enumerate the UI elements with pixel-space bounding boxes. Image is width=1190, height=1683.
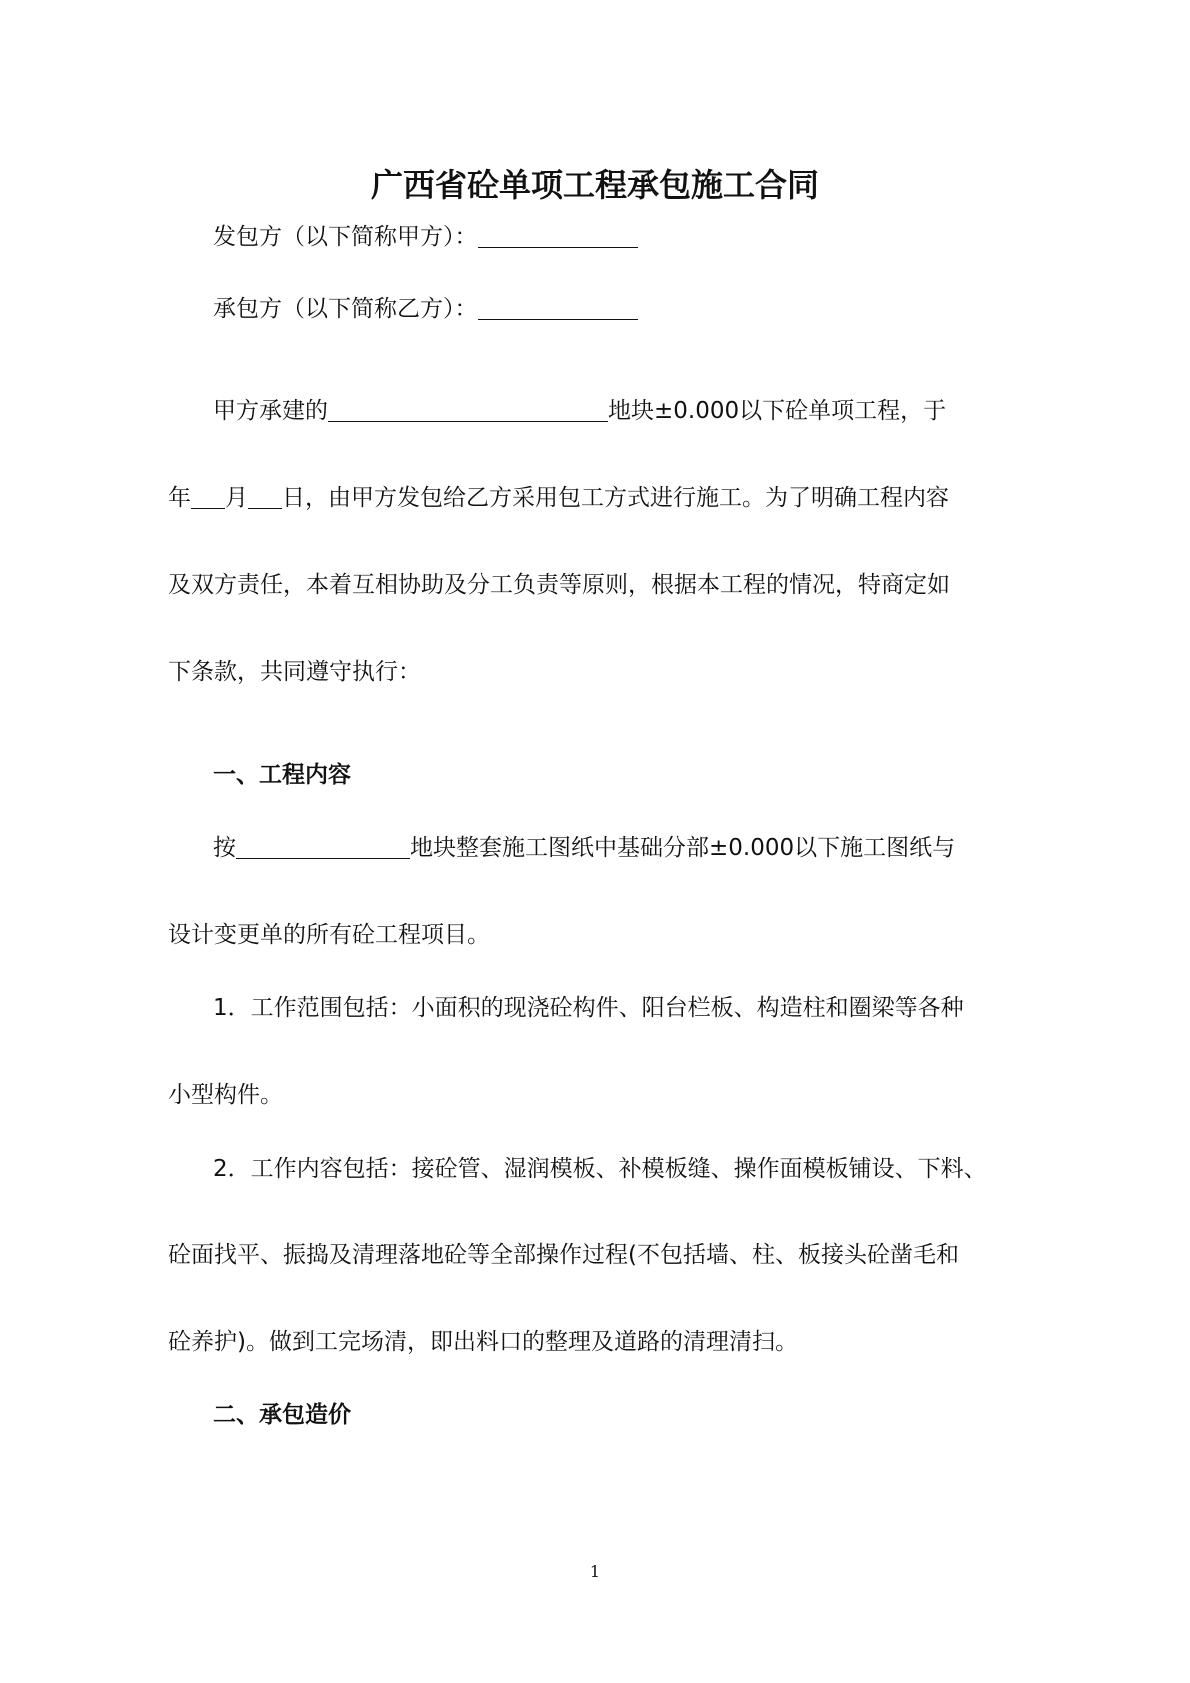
- month-text: 月: [225, 485, 248, 511]
- day-text: 日，由甲方发包给乙方采用包工方式进行施工。为了明确工程内容: [282, 485, 949, 511]
- item-2-line-3: 砼养护)。做到工完场清，即出料口的整理及道路的清理清扫。: [168, 1329, 798, 1355]
- intro-line-3: 及双方责任，本着互相协助及分工负责等原则，根据本工程的情况，特商定如: [168, 572, 950, 598]
- page-number: 1: [589, 1562, 601, 1581]
- year-blank: [191, 484, 225, 509]
- party-b-label: 承包方（以下简称乙方）：: [213, 296, 478, 322]
- year-text: 年: [168, 485, 191, 511]
- party-b-blank: [478, 295, 638, 320]
- section-1-text: 按: [213, 835, 236, 861]
- month-blank: [248, 484, 282, 509]
- party-b-line: [213, 294, 638, 324]
- page-title: 广西省砼单项工程承包施工合同: [370, 166, 819, 204]
- item-1-line-2: 小型构件。: [168, 1082, 283, 1108]
- intro-line-4: 下条款，共同遵守执行：: [168, 659, 421, 685]
- section-1-text: 地块整套施工图纸中基础分部±0.000以下施工图纸与: [410, 835, 956, 861]
- party-a-blank: [478, 223, 638, 248]
- section-1-heading: 一、工程内容: [213, 762, 351, 788]
- party-a-label: 发包方（以下简称甲方）：: [213, 224, 478, 250]
- item-2-line-1: 2．工作内容包括：接砼管、湿润模板、补模板缝、操作面模板铺设、下料、: [213, 1156, 987, 1182]
- party-a-line: [213, 222, 638, 252]
- intro-line-2: [168, 483, 949, 513]
- intro-text: 甲方承建的: [213, 398, 328, 424]
- section-2-heading: 二、承包造价: [213, 1402, 351, 1428]
- project-name-blank: [328, 397, 608, 422]
- item-1-line-1: 1．工作范围包括：小面积的现浇砼构件、阳台栏板、构造柱和圈梁等各种: [213, 995, 964, 1021]
- item-2-line-2: 砼面找平、振捣及清理落地砼等全部操作过程(不包括墙、柱、板接头砼凿毛和: [168, 1242, 959, 1268]
- intro-line-1: [213, 396, 946, 426]
- drawing-blank: [236, 834, 410, 859]
- section-1-line-1: [213, 833, 955, 863]
- section-1-line-2: 设计变更单的所有砼工程项目。: [168, 922, 490, 948]
- intro-text: 地块±0.000以下砼单项工程，于: [608, 398, 947, 424]
